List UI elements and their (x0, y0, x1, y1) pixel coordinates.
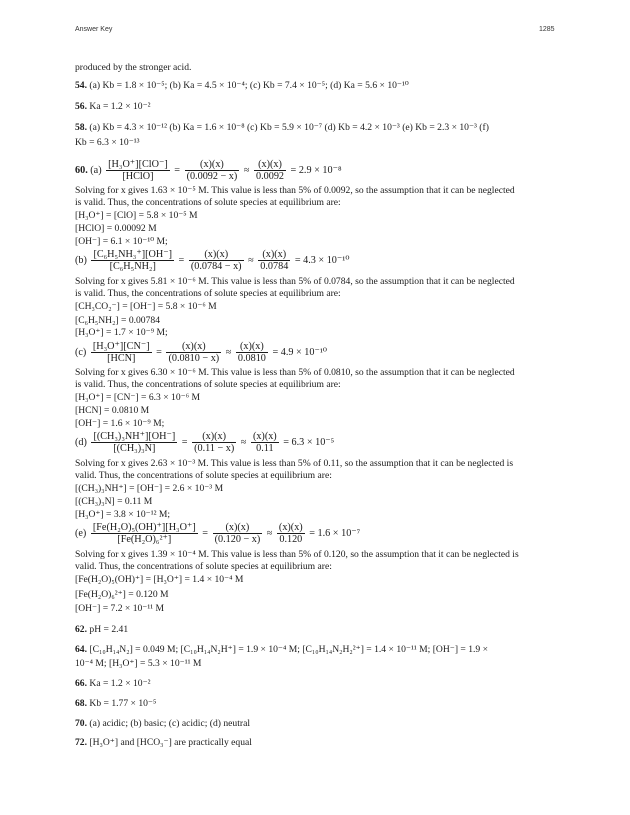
part-label: (b) (75, 254, 87, 266)
concentration: [C₆H₅NH₂] = 0.00784 (75, 315, 160, 326)
answer-64 (75, 644, 488, 655)
page-number: 1285 (539, 26, 555, 33)
concentration: [H₃O⁺] = [ClO] = 5.8 × 10⁻⁵ M (75, 210, 198, 221)
part-label: (c) (75, 346, 87, 358)
approximation (258, 249, 290, 272)
answer-60a-equation: 60. (a) $\frac{\text{[H₃O⁺][ClO⁻]}}{\text{[HClO]}}$ = $\frac{(x)(x)}{(0.0092 - x)}$ ≈ $\frac{(x)(x)}{0.0092}$ = 2.9 × 10⁻⁸ (75, 159, 342, 182)
question-number: 66. (75, 678, 87, 689)
answer-text: (a) acidic; (b) basic; (c) acidic; (d) neutral (89, 718, 251, 729)
denominator: (0.11 − x) (194, 443, 235, 454)
numerator: (x)(x) (166, 341, 221, 353)
part-label: (a) (90, 164, 102, 176)
substitution (166, 341, 221, 364)
answer-text: [C₁₀H₁₄N₂] = 0.049 M; [C₁₀H₁₄N₂H⁺] = 1.9 × 10⁻⁴ M; [C₁₀H₁₄N₂H₂²⁺] = 1.4 × 10⁻¹¹ M; [OH⁻] = 1.9 × (89, 644, 489, 655)
denominator: [(CH₃)₃N] (113, 443, 156, 454)
denominator: (0.0092 − x) (186, 171, 238, 182)
answer-72 (75, 737, 252, 748)
part-label: (d) (75, 436, 87, 448)
numerator: [(CH₃)₃NH⁺][OH⁻] (93, 431, 176, 442)
answer-70 (75, 718, 250, 729)
question-number: 62. (75, 624, 87, 635)
answer-60d-equation: (d) $\frac{\text{[(CH₃)₃NH⁺][OH⁻]}}{\text{[(CH₃)₃N]}}$ = $\frac{(x)(x)}{(0.11 - x)}$ ≈ $\frac{(x)(x)}{0.11}$ = 6.3 × 10⁻⁵ (75, 431, 335, 454)
approximation (251, 431, 279, 454)
question-number: 56. (75, 101, 87, 112)
numerator: [H₃O⁺][ClO⁻] (108, 159, 168, 170)
denominator: 0.120 (279, 534, 303, 545)
solution-text: is valid. Thus, the concentrations of solute species at equilibrium are: (75, 197, 341, 208)
numerator: (x)(x) (192, 431, 236, 443)
concentration: [(CH₃)₃NH⁺] = [OH⁻] = 2.6 × 10⁻³ M (75, 483, 224, 494)
concentration: [H₃O⁺] = 3.8 × 10⁻¹² M; (75, 509, 171, 520)
solution-text: Solving for x gives 6.30 × 10⁻⁶ M. This value is less than 5% of 0.0810, so the assumption that it can be neglected (75, 367, 515, 378)
result: = 6.3 × 10⁻⁵ (283, 437, 335, 448)
answer-68 (75, 698, 156, 709)
substitution (192, 431, 236, 454)
intro-text: produced by the stronger acid. (75, 62, 192, 73)
kb-expression (91, 431, 177, 454)
concentration: [H₃O⁺] = 1.7 × 10⁻⁹ M; (75, 327, 168, 338)
solution-text: Solving for x gives 2.63 × 10⁻³ M. This value is less than 5% of 0.11, so the assumption that it can be neglected is (75, 458, 514, 469)
solution-text: Solving for x gives 5.81 × 10⁻⁶ M. This value is less than 5% of 0.0784, so the assumption that it can be neglected (75, 276, 515, 287)
numerator: (x)(x) (254, 159, 286, 171)
concentration: [Fe(H₂O)₆²⁺] = 0.120 M (75, 589, 169, 600)
question-number: 58. (75, 122, 87, 133)
numerator: [H₃O⁺][CN⁻] (92, 341, 150, 352)
numerator: (x)(x) (278, 522, 303, 533)
answer-text: Kb = 1.77 × 10⁻⁵ (89, 698, 157, 709)
denominator: [C₆H₅NH₂] (109, 261, 156, 272)
denominator: (0.0784 − x) (190, 261, 242, 272)
denominator: [Fe(H₂O)₆²⁺] (117, 534, 172, 545)
numerator: (x)(x) (185, 159, 240, 171)
denominator: 0.0810 (237, 353, 266, 364)
question-number: 54. (75, 80, 87, 91)
solution-text: Solving for x gives 1.39 × 10⁻⁴ M. This value is less than 5% of 0.120, so the assumption that it can be neglected is (75, 549, 519, 560)
answer-60c-equation: (c) $\frac{\text{[H₃O⁺][CN⁻]}}{\text{[HCN]}}$ = $\frac{(x)(x)}{(0.0810 - x)}$ ≈ $\frac{(x)(x)}{0.0810}$ = 4.9 × 10⁻¹⁰ (75, 341, 328, 364)
kb-expression (91, 249, 174, 272)
answer-text: (a) Kb = 1.8 × 10⁻⁵; (b) Ka = 4.5 × 10⁻⁴; (c) Kb = 7.4 × 10⁻⁵; (d) Ka = 5.6 × 10⁻¹⁰ (89, 80, 409, 91)
answer-58-cont: Kb = 6.3 × 10⁻¹³ (75, 137, 140, 148)
solution-text: valid. Thus, the concentrations of solute species at equilibrium are: (75, 561, 332, 572)
numerator: (x)(x) (252, 431, 277, 442)
concentration: [H₃O⁺] = [CN⁻] = 6.3 × 10⁻⁶ M (75, 392, 200, 403)
solution-text: Solving for x gives 1.63 × 10⁻⁵ M. This value is less than 5% of 0.0092, so the assumption that it can be neglected (75, 185, 515, 196)
ka-expression (106, 159, 170, 182)
numerator: (x)(x) (258, 249, 290, 261)
question-number: 60. (75, 164, 88, 176)
concentration: [(CH₃)₃N] = 0.11 M (75, 496, 153, 507)
part-label: (e) (75, 527, 87, 539)
result: = 2.9 × 10⁻⁸ (290, 165, 342, 176)
ka-expression (91, 341, 152, 364)
answer-64-cont: 10⁻⁴ M; [H₃O⁺] = 5.3 × 10⁻¹¹ M (75, 658, 202, 669)
approximation (236, 341, 268, 364)
approximation (277, 522, 305, 545)
solution-text: valid. Thus, the concentrations of solute species at equilibrium are: (75, 470, 332, 481)
question-number: 68. (75, 698, 87, 709)
answer-text: pH = 2.41 (89, 624, 129, 635)
answer-66 (75, 678, 151, 689)
concentration: [HClO] = 0.00092 M (75, 223, 157, 234)
denominator: 0.0784 (260, 261, 289, 272)
answer-60b-equation: (b) $\frac{\text{[C₆H₅NH₃⁺][OH⁻]}}{\text{[C₆H₅NH₂]}}$ = $\frac{(x)(x)}{(0.0784 - x)}$ ≈ $\frac{(x)(x)}{0.0784}$ = 4.3 × 10⁻¹⁰ (75, 249, 350, 272)
question-number: 64. (75, 644, 87, 655)
solution-text: is valid. Thus, the concentrations of solute species at equilibrium are: (75, 288, 341, 299)
substitution (185, 159, 240, 182)
substitution (213, 522, 263, 545)
denominator: 0.11 (256, 443, 274, 454)
answer-58 (75, 122, 489, 133)
denominator: [HCN] (107, 353, 136, 364)
denominator: [HClO] (122, 171, 154, 182)
substitution (189, 249, 244, 272)
numerator: (x)(x) (189, 249, 244, 261)
result: = 1.6 × 10⁻⁷ (309, 528, 361, 539)
numerator: [C₆H₅NH₃⁺][OH⁻] (93, 249, 172, 260)
numerator: [Fe(H₂O)₅(OH)⁺][H₃O⁺] (92, 522, 196, 533)
answer-text: Ka = 1.2 × 10⁻² (89, 101, 151, 112)
result: = 4.3 × 10⁻¹⁰ (294, 255, 350, 266)
concentration: [HCN] = 0.0810 M (75, 405, 150, 416)
denominator: (0.120 − x) (214, 534, 261, 545)
result: = 4.9 × 10⁻¹⁰ (272, 347, 328, 358)
answer-62 (75, 624, 128, 635)
answer-60e-equation: (e) $\frac{\text{[Fe(H₂O)₅(OH)⁺][H₃O⁺]}}{\text{[Fe(H₂O)₆²⁺]}}$ = $\frac{(x)(x)}{(0.120 - x)}$ ≈ $\frac{(x)(x)}{0.120}$ = 1.6 × 10⁻⁷ (75, 522, 361, 545)
concentration: [CH₃CO₂⁻] = [OH⁻] = 5.8 × 10⁻⁶ M (75, 301, 217, 312)
answer-56 (75, 101, 151, 112)
concentration: [OH⁻] = 1.6 × 10⁻⁹ M; (75, 418, 165, 429)
answer-text: (a) Kb = 4.3 × 10⁻¹² (b) Ka = 1.6 × 10⁻⁸ (c) Kb = 5.9 × 10⁻⁷ (d) Kb = 4.2 × 10⁻³ (e) Kb = 2.3 × 10⁻³ (f) (89, 122, 489, 133)
numerator: (x)(x) (213, 522, 263, 534)
denominator: 0.0092 (255, 171, 284, 182)
denominator: (0.0810 − x) (168, 353, 220, 364)
concentration: [Fe(H₂O)₅(OH)⁺] = [H₃O⁺] = 1.4 × 10⁻⁴ M (75, 574, 244, 585)
approximation (254, 159, 286, 182)
ka-expression (91, 522, 198, 545)
answer-text: [H₃O⁺] and [HCO₃⁻] are practically equal (89, 737, 252, 748)
running-header: Answer Key (75, 26, 113, 33)
concentration: [OH⁻] = 6.1 × 10⁻¹⁰ M; (75, 236, 168, 247)
question-number: 72. (75, 737, 87, 748)
solution-text: is valid. Thus, the concentrations of solute species at equilibrium are: (75, 379, 341, 390)
numerator: (x)(x) (236, 341, 268, 353)
concentration: [OH⁻] = 7.2 × 10⁻¹¹ M (75, 603, 165, 614)
answer-text: Ka = 1.2 × 10⁻² (89, 678, 151, 689)
answer-54 (75, 80, 409, 91)
question-number: 70. (75, 718, 87, 729)
